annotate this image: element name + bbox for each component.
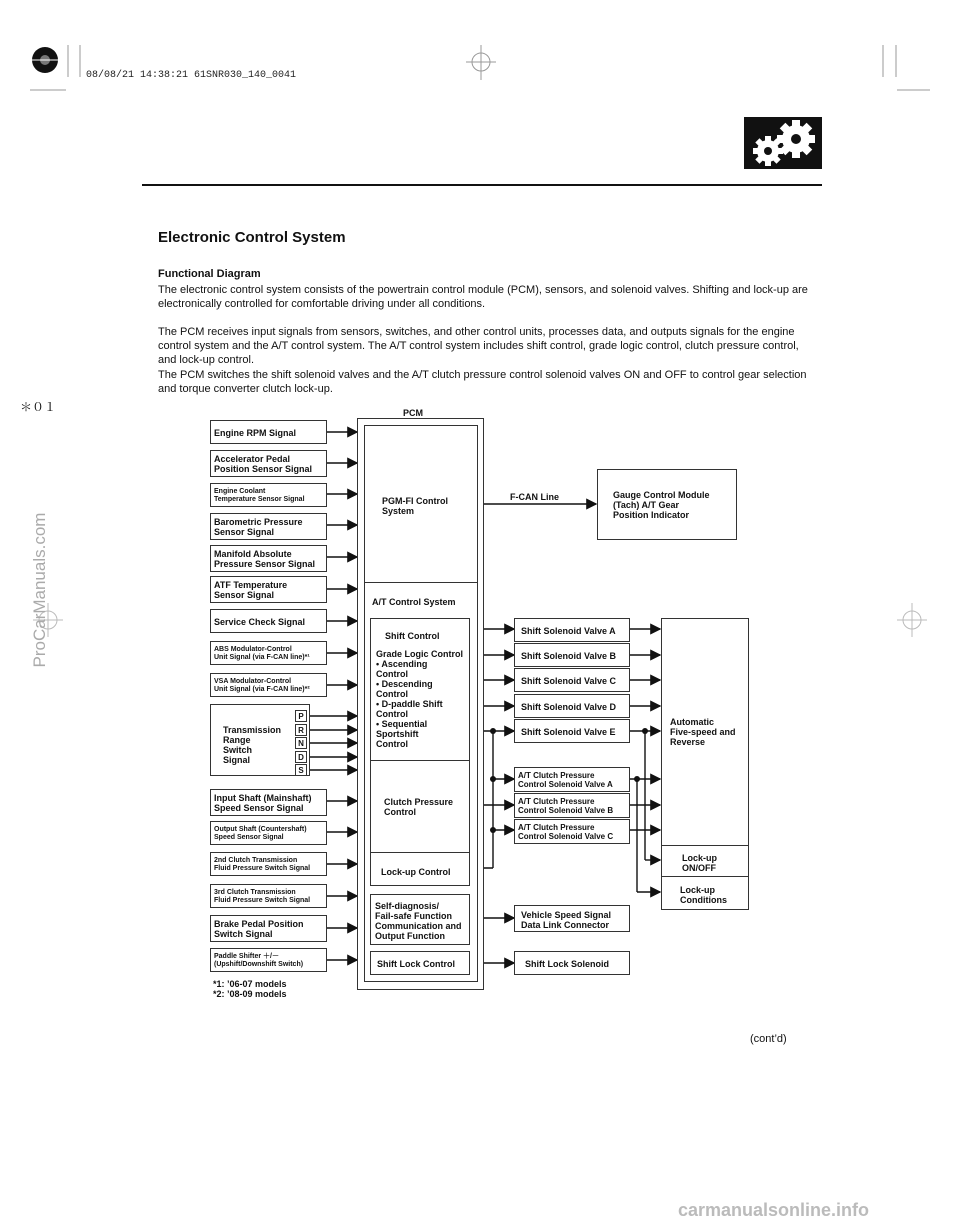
input-output-shaft-speed: Output Shaft (Countershaft) Speed Sensor Signal (210, 821, 327, 845)
paragraph-1: The electronic control system consists of the powertrain control module (PCM), sensors, and solenoid valves. Shifting and lock-up are electronically controlled for comfortable driving under all conditions. (158, 284, 808, 310)
fcan-line-label: F-CAN Line (510, 492, 559, 502)
shift-control-block: Shift Control Grade Logic Control • Ascending Control • Descending Control • D-paddle Shift Control • Sequential Sportshift Control (370, 618, 470, 761)
shift-solenoid-c: Shift Solenoid Valve C (514, 668, 630, 692)
continued-label: (cont’d) (750, 1033, 787, 1045)
shift-solenoid-b: Shift Solenoid Valve B (514, 643, 630, 667)
input-brake-pedal: Brake Pedal Position Switch Signal (210, 915, 327, 942)
shift-solenoid-d: Shift Solenoid Valve D (514, 694, 630, 718)
footnotes: *1: ’06-07 models *2: ’08-09 models (213, 979, 287, 999)
input-barometric-pressure: Barometric Pressure Sensor Signal (210, 513, 327, 540)
section-subtitle: Functional Diagram (158, 268, 261, 280)
input-atf-temperature: ATF Temperature Sensor Signal (210, 576, 327, 603)
range-s: S (295, 764, 307, 776)
lockup-conditions-block: Lock-up Conditions (661, 876, 749, 910)
input-abs-modulator: ABS Modulator-Control Unit Signal (via F-CAN line)*¹ (210, 641, 327, 665)
self-diagnosis-block: Self-diagnosis/ Fail-safe Function Communication and Output Function (370, 894, 470, 945)
clutch-pressure-control-block: Clutch Pressure Control (370, 760, 470, 853)
pgm-fi-block: PGM-FI Control System (364, 425, 478, 583)
clutch-pressure-solenoid-a: A/T Clutch Pressure Control Solenoid Valve A (514, 767, 630, 792)
input-vsa-modulator: VSA Modulator-Control Unit Signal (via F-CAN line)*² (210, 673, 327, 697)
range-n: N (295, 737, 307, 749)
range-p: P (295, 710, 307, 722)
lockup-onoff-block: Lock-up ON/OFF (661, 845, 749, 877)
at-control-system-block: A/T Control System (364, 582, 478, 982)
input-transmission-range: Transmission Range Switch Signal (210, 704, 310, 776)
input-service-check: Service Check Signal (210, 609, 327, 633)
input-paddle-shifter: Paddle Shifter ＋/－ (Upshift/Downshift Switch) (210, 948, 327, 972)
pcm-label: PCM (403, 408, 423, 418)
vehicle-speed-signal: Vehicle Speed Signal Data Link Connector (514, 905, 630, 932)
paragraph-2: The PCM receives input signals from sensors, switches, and other control units, processes data, and outputs signals for the engine control system and the A/T control system. The A/T control system includes shift control, grade logic control, clutch pressure control, and lock-up control. (158, 326, 799, 366)
clutch-pressure-solenoid-b: A/T Clutch Pressure Control Solenoid Valve B (514, 793, 630, 818)
shift-solenoid-a: Shift Solenoid Valve A (514, 618, 630, 642)
page-title: Electronic Control System (158, 229, 346, 246)
input-engine-rpm: Engine RPM Signal (210, 420, 327, 444)
automatic-transmission-block: Automatic Five-speed and Reverse (661, 618, 749, 910)
range-r: R (295, 724, 307, 736)
gauge-control-module: Gauge Control Module (Tach) A/T Gear Position Indicator (597, 469, 737, 540)
input-input-shaft-speed: Input Shaft (Mainshaft) Speed Sensor Signal (210, 789, 327, 816)
paragraph-3: The PCM switches the shift solenoid valves and the A/T clutch pressure control solenoid valves ON and OFF to control gear selection and torque converter clutch lock-up. (158, 369, 807, 395)
input-accelerator-pedal: Accelerator Pedal Position Sensor Signal (210, 450, 327, 477)
range-d: D (295, 751, 307, 763)
lockup-control-block: Lock-up Control (370, 852, 470, 886)
input-2nd-clutch-pressure: 2nd Clutch Transmission Fluid Pressure Switch Signal (210, 852, 327, 876)
margin-mark: ＊０１ (20, 400, 57, 414)
side-watermark: ProCarManuals.com (30, 512, 49, 668)
clutch-pressure-solenoid-c: A/T Clutch Pressure Control Solenoid Valve C (514, 819, 630, 844)
shift-lock-solenoid: Shift Lock Solenoid (514, 951, 630, 975)
print-stamp: 08/08/21 14:38:21 61SNR030_140_0041 (86, 70, 297, 81)
footer-watermark: carmanualsonline.info (678, 1200, 870, 1220)
shift-lock-control-block: Shift Lock Control (370, 951, 470, 975)
input-engine-coolant: Engine Coolant Temperature Sensor Signal (210, 483, 327, 507)
shift-solenoid-e: Shift Solenoid Valve E (514, 719, 630, 743)
input-manifold-pressure: Manifold Absolute Pressure Sensor Signal (210, 545, 327, 572)
input-3rd-clutch-pressure: 3rd Clutch Transmission Fluid Pressure Switch Signal (210, 884, 327, 908)
